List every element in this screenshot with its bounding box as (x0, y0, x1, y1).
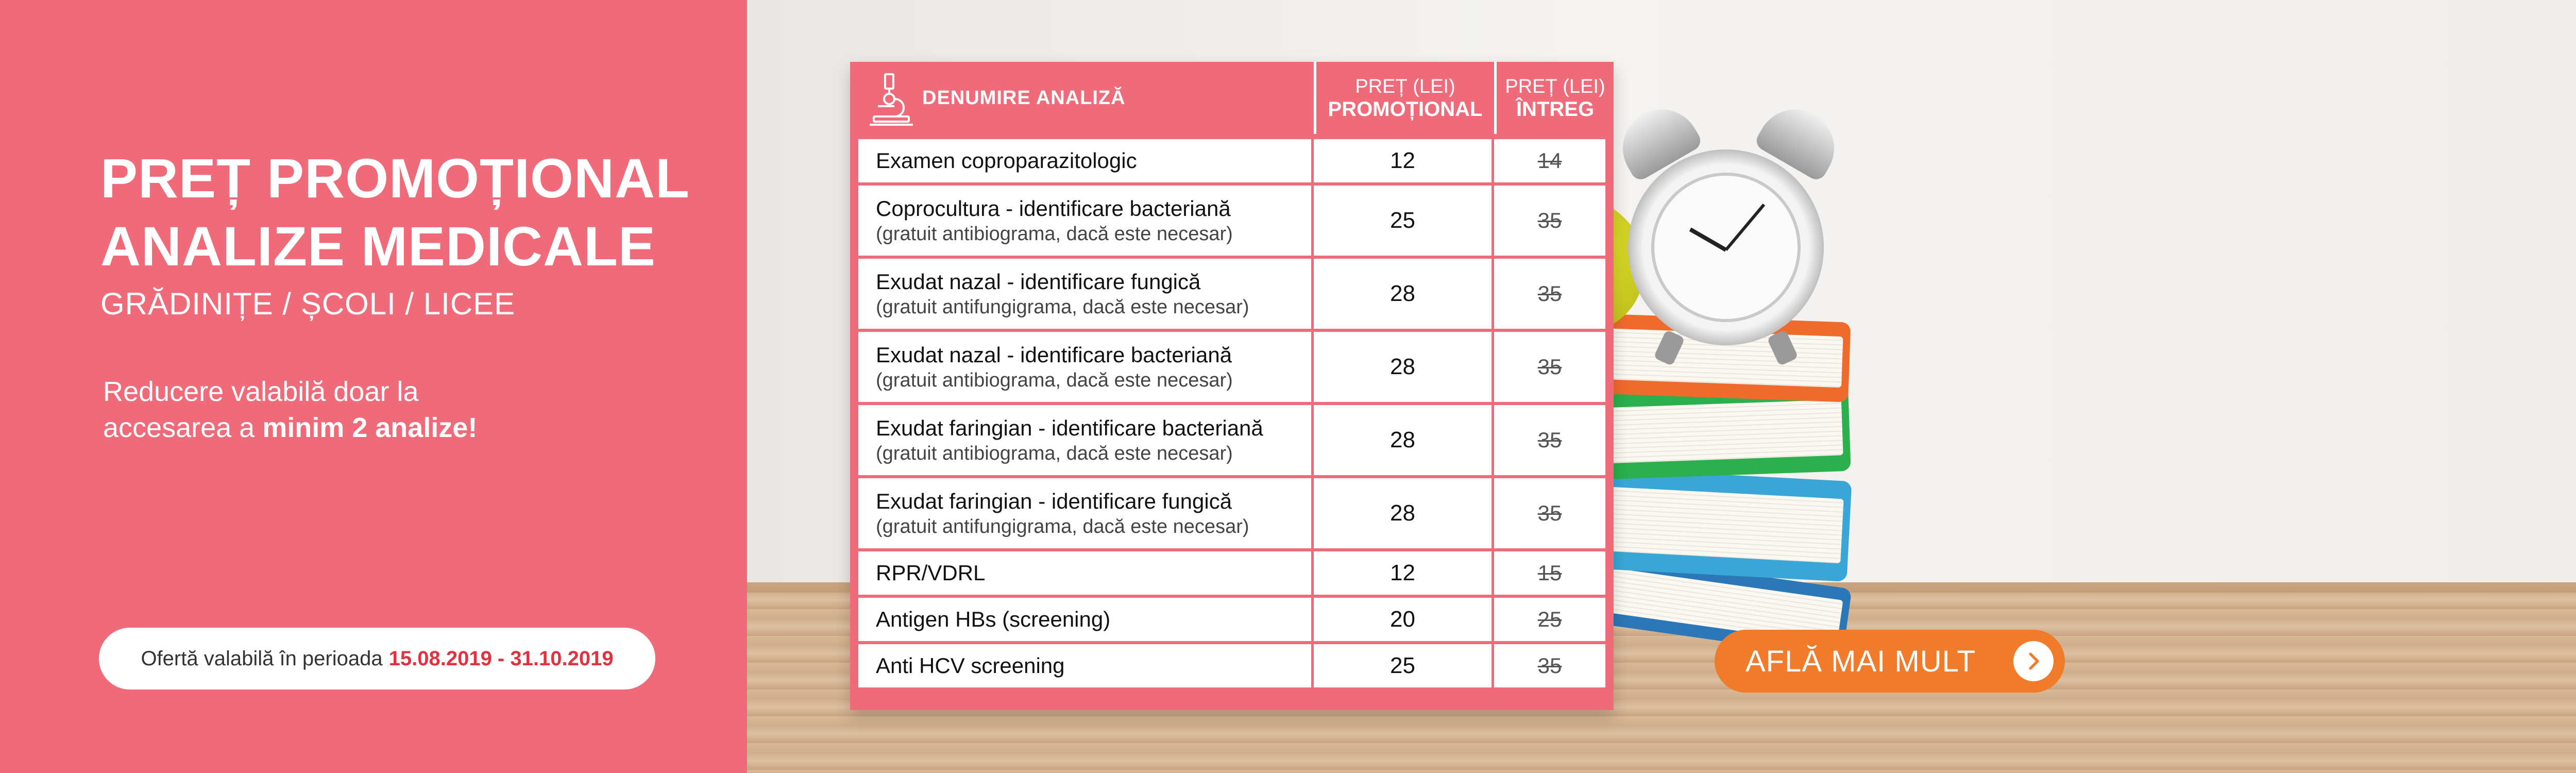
header-full-price (1494, 62, 1614, 134)
offer-period-badge (99, 628, 655, 690)
promo-price-cell: 28 (1314, 405, 1494, 475)
analysis-name-cell (858, 551, 1314, 595)
analysis-name-cell (858, 186, 1314, 256)
promo-price-cell: 28 (1314, 478, 1494, 548)
promo-note-line2 (103, 410, 567, 446)
table-row (858, 405, 1605, 475)
full-price-cell: 35 (1537, 428, 1562, 452)
analysis-name: Coprocultura - identificare bacteriană (876, 196, 1231, 221)
promo-panel (0, 0, 747, 773)
promo-price-cell: 28 (1314, 259, 1494, 329)
analysis-name: Exudat nazal - identificare bacteriană (876, 342, 1232, 367)
learn-more-button[interactable] (1715, 630, 2065, 693)
header-promo-bottom: PROMOȚIONAL (1328, 98, 1483, 121)
analysis-name-cell (858, 478, 1314, 548)
promo-title-line2: ANALIZE MEDICALE (100, 215, 656, 277)
promo-price-cell: 25 (1314, 644, 1494, 687)
analysis-name: Antigen HBs (screening) (876, 607, 1111, 631)
table-row (858, 332, 1605, 402)
table-row (858, 478, 1605, 548)
promo-price-cell: 25 (1314, 186, 1494, 256)
promo-note-bold: minim 2 analize! (262, 412, 478, 443)
analysis-name: RPR/VDRL (876, 561, 986, 585)
full-price-cell: 35 (1537, 501, 1562, 525)
analysis-name: Anti HCV screening (876, 653, 1065, 678)
analysis-note: (gratuit antifungigrama, dacă este necesar) (876, 296, 1249, 318)
analysis-name: Exudat nazal - identificare fungică (876, 269, 1201, 294)
full-price-cell: 35 (1537, 208, 1562, 232)
table-row (858, 598, 1605, 641)
header-name-label: DENUMIRE ANALIZĂ (922, 87, 1126, 109)
analysis-note: (gratuit antifungigrama, dacă este necesar) (876, 515, 1249, 537)
header-promo-top: PREȚ (LEI) (1355, 76, 1455, 97)
analysis-note: (gratuit antibiograma, dacă este necesar) (876, 223, 1233, 245)
full-price-cell: 15 (1537, 561, 1562, 585)
table-header (850, 62, 1614, 134)
analysis-name-cell (858, 405, 1314, 475)
full-price-cell: 14 (1537, 148, 1562, 173)
analysis-name: Examen coproparazitologic (876, 148, 1137, 173)
price-table (850, 62, 1614, 710)
table-row (858, 644, 1605, 687)
full-price-cell: 35 (1537, 281, 1562, 306)
promo-title (100, 144, 719, 280)
analysis-name-cell (858, 644, 1314, 687)
promo-price-cell: 20 (1314, 598, 1494, 641)
promo-price-cell: 28 (1314, 332, 1494, 402)
analysis-name: Exudat faringian - identificare fungică (876, 489, 1232, 513)
offer-text: Ofertă valabilă în perioada (141, 647, 383, 670)
chevron-right-icon (2013, 641, 2054, 681)
analysis-note: (gratuit antibiograma, dacă este necesar) (876, 369, 1233, 391)
header-full-bottom: ÎNTREG (1516, 98, 1595, 121)
table-row (858, 259, 1605, 329)
full-price-cell: 25 (1537, 607, 1562, 631)
full-price-cell: 35 (1537, 355, 1562, 379)
learn-more-label: AFLĂ MAI MULT (1745, 644, 1976, 678)
analysis-name: Exudat faringian - identificare bacteriană (876, 415, 1263, 440)
header-name (850, 62, 1314, 134)
promo-price-cell: 12 (1314, 551, 1494, 595)
header-promo-price (1314, 62, 1494, 134)
analysis-name-cell (858, 139, 1314, 182)
analysis-name-cell (858, 598, 1314, 641)
table-row (858, 139, 1605, 182)
promo-title-line1: PREȚ PROMOȚIONAL (100, 147, 690, 209)
table-body (858, 139, 1605, 691)
promo-note-line1: Reducere valabilă doar la (103, 376, 419, 407)
analysis-name-cell (858, 259, 1314, 329)
full-price-cell: 35 (1537, 653, 1562, 678)
promo-note-prefix: accesarea a (103, 412, 263, 443)
table-row (858, 186, 1605, 256)
analysis-note: (gratuit antibiograma, dacă este necesar) (876, 442, 1233, 464)
analysis-name-cell (858, 332, 1314, 402)
table-row (858, 551, 1605, 595)
promo-subtitle: GRĂDINIȚE / ȘCOLI / LICEE (100, 287, 516, 321)
promo-note (103, 374, 567, 446)
promo-price-cell: 12 (1314, 139, 1494, 182)
offer-dates: 15.08.2019 - 31.10.2019 (388, 647, 614, 670)
microscope-icon (866, 71, 917, 127)
header-full-top: PREȚ (LEI) (1505, 76, 1605, 97)
